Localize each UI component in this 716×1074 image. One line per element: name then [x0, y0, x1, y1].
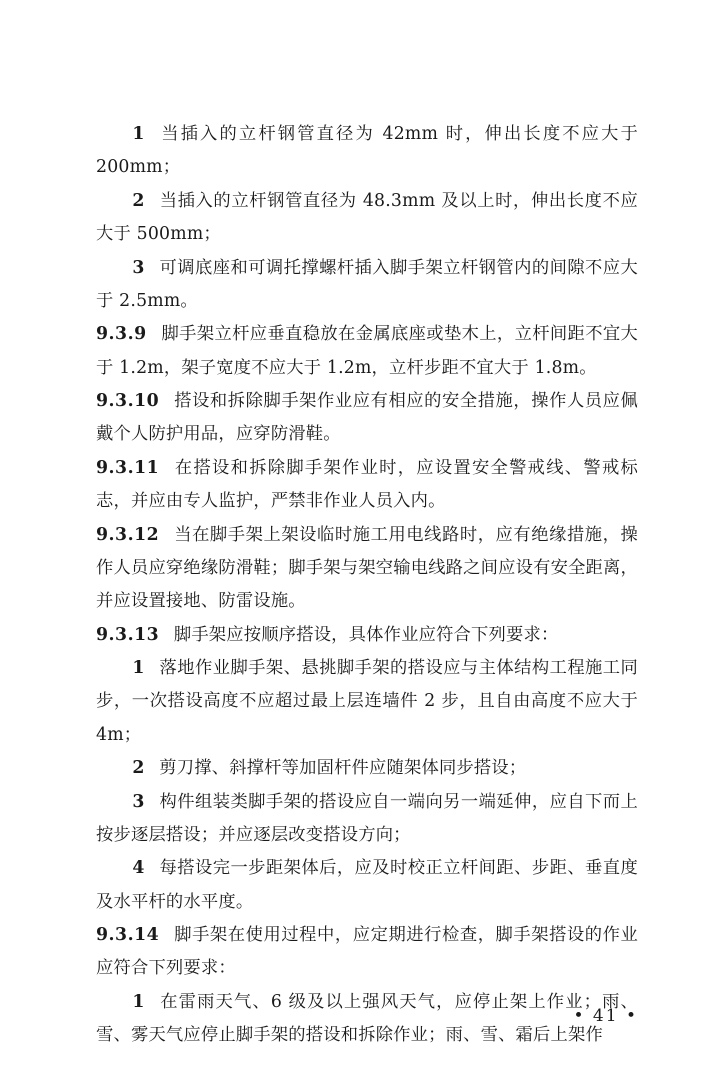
clause-paragraph [96, 385, 638, 452]
page-number: • 41 • [573, 1006, 638, 1026]
clause-number: 9.3.10 [96, 391, 160, 411]
item-marker: 1 [132, 658, 145, 678]
item-marker: 1 [132, 991, 145, 1012]
list-item [96, 185, 638, 252]
item-text: 剪刀撑、斜撑杆等加固杆件应随架体同步搭设； [159, 758, 527, 779]
clause-number: 9.3.14 [96, 925, 160, 945]
list-item [96, 252, 638, 319]
clause-number: 9.3.11 [96, 457, 160, 478]
list-item [96, 752, 638, 785]
list-item [96, 786, 638, 853]
item-marker: 3 [132, 257, 145, 278]
clause-paragraph [96, 519, 638, 619]
clause-number: 9.3.12 [96, 524, 160, 545]
clause-text: 脚手架立杆应垂直稳放在金属底座或垫木上，立杆间距不宜大于 1.2m，架子宽度不应大于 1.2m，立杆步距不宜大于 1.8m。 [96, 324, 638, 378]
item-text: 落地作业脚手架、悬挑脚手架的搭设应与主体结构工程施工同步，一次搭设高度不应超过最上层连墙件 2 步，且自由高度不应大于 4m； [96, 658, 638, 745]
item-text: 当插入的立杆钢管直径为 48.3mm 及以上时，伸出长度不应大于 500mm； [96, 190, 638, 245]
item-marker: 3 [132, 791, 145, 812]
item-text: 当插入的立杆钢管直径为 42mm 时，伸出长度不应大于 200mm； [96, 124, 638, 178]
clause-text: 当在脚手架上架设临时施工用电线路时，应有绝缘措施，操作人员应穿绝缘防滑鞋；脚手架与架空输电线路之间应设有安全距离，并应设置接地、防雷设施。 [96, 524, 638, 612]
clause-text: 在搭设和拆除脚手架作业时，应设置安全警戒线、警戒标志，并应由专人监护，严禁非作业人员入内。 [96, 457, 638, 512]
clause-text: 脚手架应按顺序搭设，具体作业应符合下列要求： [173, 624, 559, 645]
item-marker: 2 [132, 758, 145, 779]
clause-paragraph [96, 919, 638, 986]
item-text: 每搭设完一步距架体后，应及时校正立杆间距、步距、垂直度及水平杆的水平度。 [96, 858, 638, 912]
item-marker: 1 [132, 124, 145, 144]
clause-number: 9.3.9 [96, 324, 147, 345]
clause-paragraph [96, 452, 638, 519]
clause-paragraph [96, 619, 638, 652]
page-body [96, 118, 638, 1053]
item-text: 可调底座和可调托撑螺杆插入脚手架立杆钢管内的间隙不应大于 2.5mm。 [96, 257, 638, 311]
item-marker: 2 [132, 190, 145, 211]
item-text: 在雷雨天气、6 级及以上强风天气，应停止架上作业；雨、雪、雾天气应停止脚手架的搭设和拆除作业；雨、雪、霜后上架作 [96, 991, 638, 1046]
clause-text: 搭设和拆除脚手架作业应有相应的安全措施，操作人员应佩戴个人防护用品，应穿防滑鞋。 [96, 391, 638, 445]
clause-text: 脚手架在使用过程中，应定期进行检查，脚手架搭设的作业应符合下列要求： [96, 925, 638, 979]
list-item [96, 652, 638, 752]
list-item [96, 118, 638, 185]
item-text: 构件组装类脚手架的搭设应自一端向另一端延伸，应自下而上按步逐层搭设；并应逐层改变搭设方向； [96, 791, 638, 845]
clause-paragraph [96, 318, 638, 385]
item-marker: 4 [132, 858, 145, 879]
clause-number: 9.3.13 [96, 624, 160, 645]
list-item [96, 852, 638, 919]
